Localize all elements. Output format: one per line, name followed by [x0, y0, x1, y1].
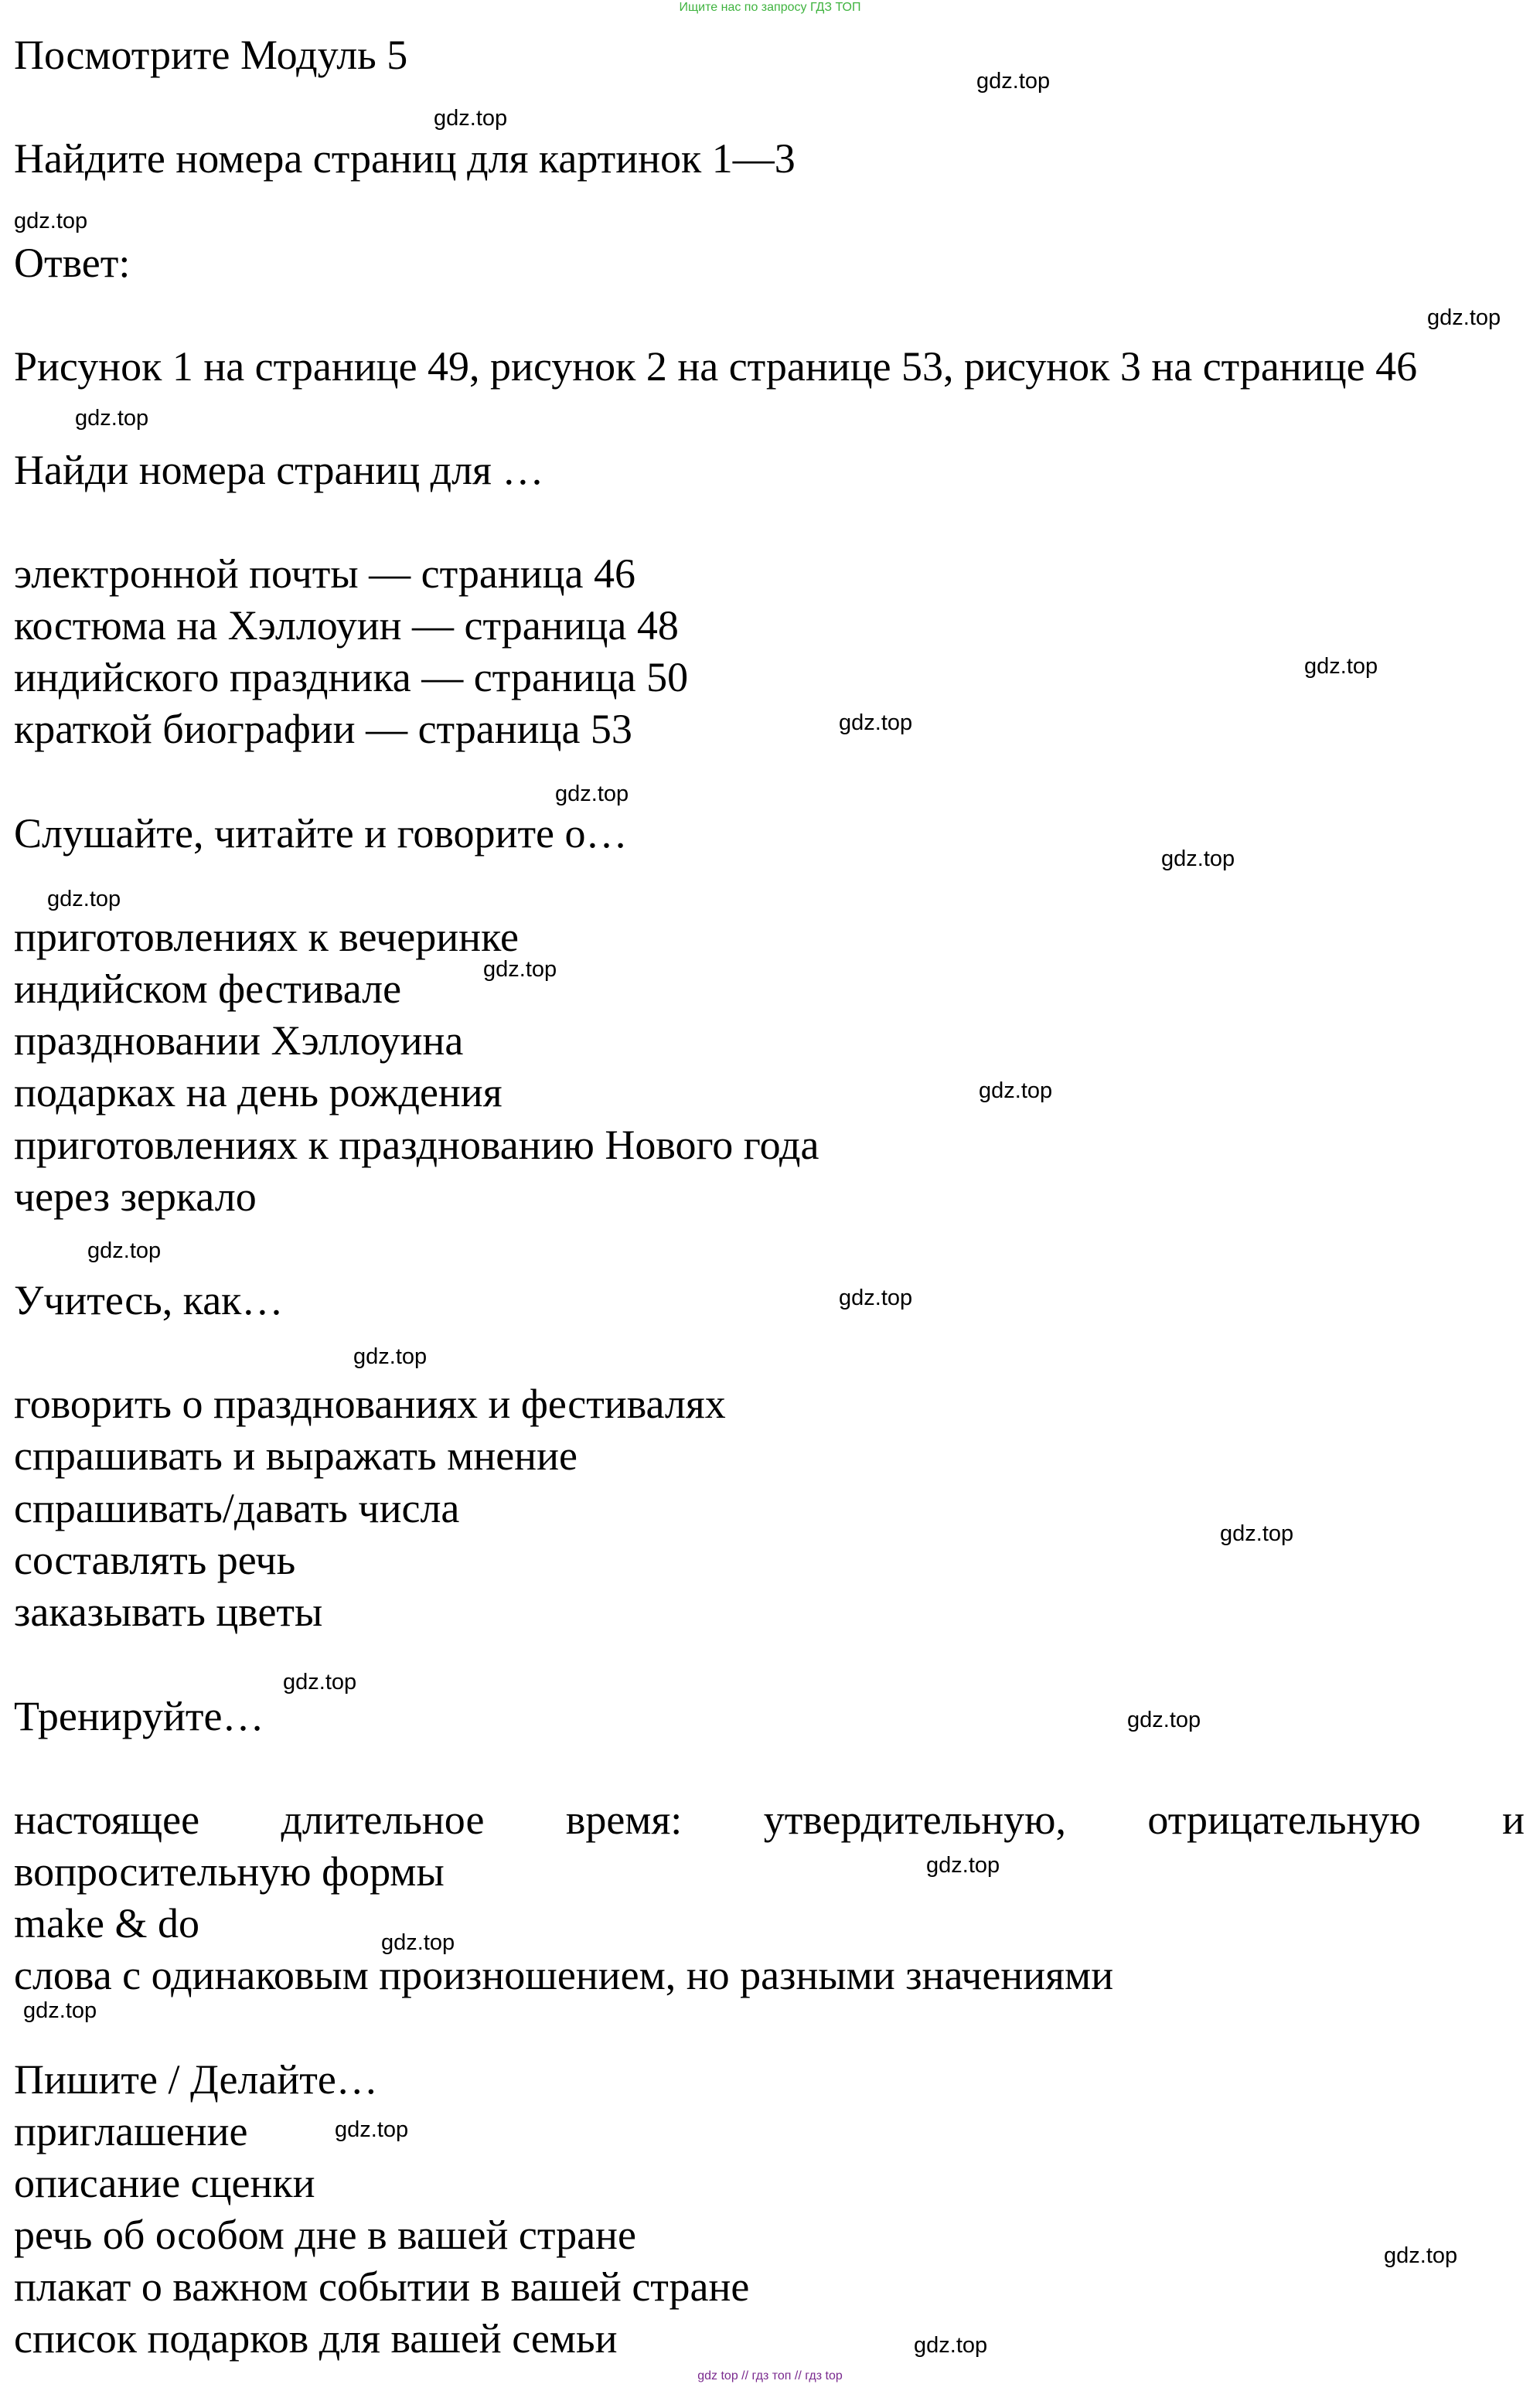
- learn-item: составлять речь: [14, 1537, 296, 1583]
- watermark: gdz.top: [1427, 305, 1501, 330]
- write-item: речь об особом дне в вашей стране: [14, 2212, 636, 2258]
- practice-item: make & do: [14, 1900, 199, 1947]
- find-item: костюма на Хэллоуин — страница 48: [14, 602, 679, 649]
- watermark: gdz.top: [14, 209, 88, 233]
- find-item: индийского праздника — страница 50: [14, 654, 689, 700]
- top-banner[interactable]: Ищите нас по запросу ГДЗ ТОП: [679, 1, 861, 14]
- answer-text: Рисунок 1 на странице 49, рисунок 2 на странице 53, рисунок 3 на странице 46: [14, 343, 1418, 390]
- listen-item: приготовлениях к празднованию Нового года: [14, 1122, 819, 1168]
- listen-item: через зеркало: [14, 1173, 257, 1220]
- practice-item: настоящее длительное время: утвердительную, отрицательную и: [14, 1797, 1525, 1843]
- watermark: gdz.top: [839, 710, 913, 735]
- watermark: gdz.top: [381, 1930, 455, 1955]
- task-text: Найдите номера страниц для картинок 1—3: [14, 135, 796, 182]
- listen-heading: Слушайте, читайте и говорите о…: [14, 810, 628, 857]
- learn-item: заказывать цветы: [14, 1589, 323, 1635]
- watermark: gdz.top: [976, 69, 1051, 94]
- write-item: описание сценки: [14, 2160, 315, 2206]
- find-heading: Найди номера страниц для …: [14, 447, 544, 493]
- watermark: gdz.top: [839, 1286, 913, 1310]
- footer-link[interactable]: gdz top: [697, 2369, 738, 2382]
- write-item: список подарков для вашей семьи: [14, 2315, 618, 2362]
- watermark: gdz.top: [335, 2117, 409, 2142]
- watermark: gdz.top: [75, 406, 149, 431]
- watermark: gdz.top: [47, 887, 121, 911]
- watermark: gdz.top: [1161, 846, 1235, 871]
- write-item: плакат о важном событии в вашей стране: [14, 2263, 750, 2310]
- find-item: электронной почты — страница 46: [14, 550, 635, 597]
- watermark: gdz.top: [353, 1344, 428, 1369]
- watermark: gdz.top: [1220, 1521, 1294, 1546]
- answer-label: Ответ:: [14, 240, 131, 286]
- listen-item: подарках на день рождения: [14, 1069, 503, 1115]
- watermark: gdz.top: [555, 782, 629, 806]
- listen-item: праздновании Хэллоуина: [14, 1017, 464, 1064]
- practice-heading: Тренируйте…: [14, 1693, 264, 1739]
- learn-item: спрашивать и выражать мнение: [14, 1432, 578, 1479]
- watermark: gdz.top: [914, 2333, 988, 2358]
- watermark: gdz.top: [979, 1078, 1053, 1103]
- watermark: gdz.top: [23, 1998, 97, 2023]
- watermark: gdz.top: [87, 1238, 162, 1263]
- footer-link[interactable]: гдз top: [805, 2369, 843, 2382]
- watermark: gdz.top: [926, 1853, 1000, 1878]
- watermark: gdz.top: [1384, 2243, 1458, 2268]
- listen-item: индийском фестивале: [14, 966, 402, 1012]
- practice-item: слова с одинаковым произношением, но разными значениями: [14, 1952, 1114, 1998]
- learn-item: говорить о празднованиях и фестивалях: [14, 1381, 726, 1427]
- footer-separator: //: [741, 2369, 749, 2382]
- watermark: gdz.top: [434, 106, 508, 131]
- module-title: Посмотрите Модуль 5: [14, 32, 408, 78]
- practice-item: вопросительную формы: [14, 1848, 445, 1895]
- find-item: краткой биографии — страница 53: [14, 706, 632, 752]
- learn-item: спрашивать/давать числа: [14, 1485, 460, 1531]
- footer-link[interactable]: гдз топ: [751, 2369, 792, 2382]
- write-heading: Пишите / Делайте…: [14, 2056, 378, 2103]
- watermark: gdz.top: [1127, 1708, 1201, 1732]
- listen-item: приготовлениях к вечеринке: [14, 914, 519, 960]
- watermark: gdz.top: [483, 957, 557, 982]
- footer-separator: //: [794, 2369, 802, 2382]
- write-item: приглашение: [14, 2108, 248, 2154]
- learn-heading: Учитесь, как…: [14, 1277, 284, 1323]
- watermark: gdz.top: [1304, 654, 1378, 679]
- footer-links: [0, 2370, 1540, 2382]
- watermark: gdz.top: [283, 1670, 357, 1694]
